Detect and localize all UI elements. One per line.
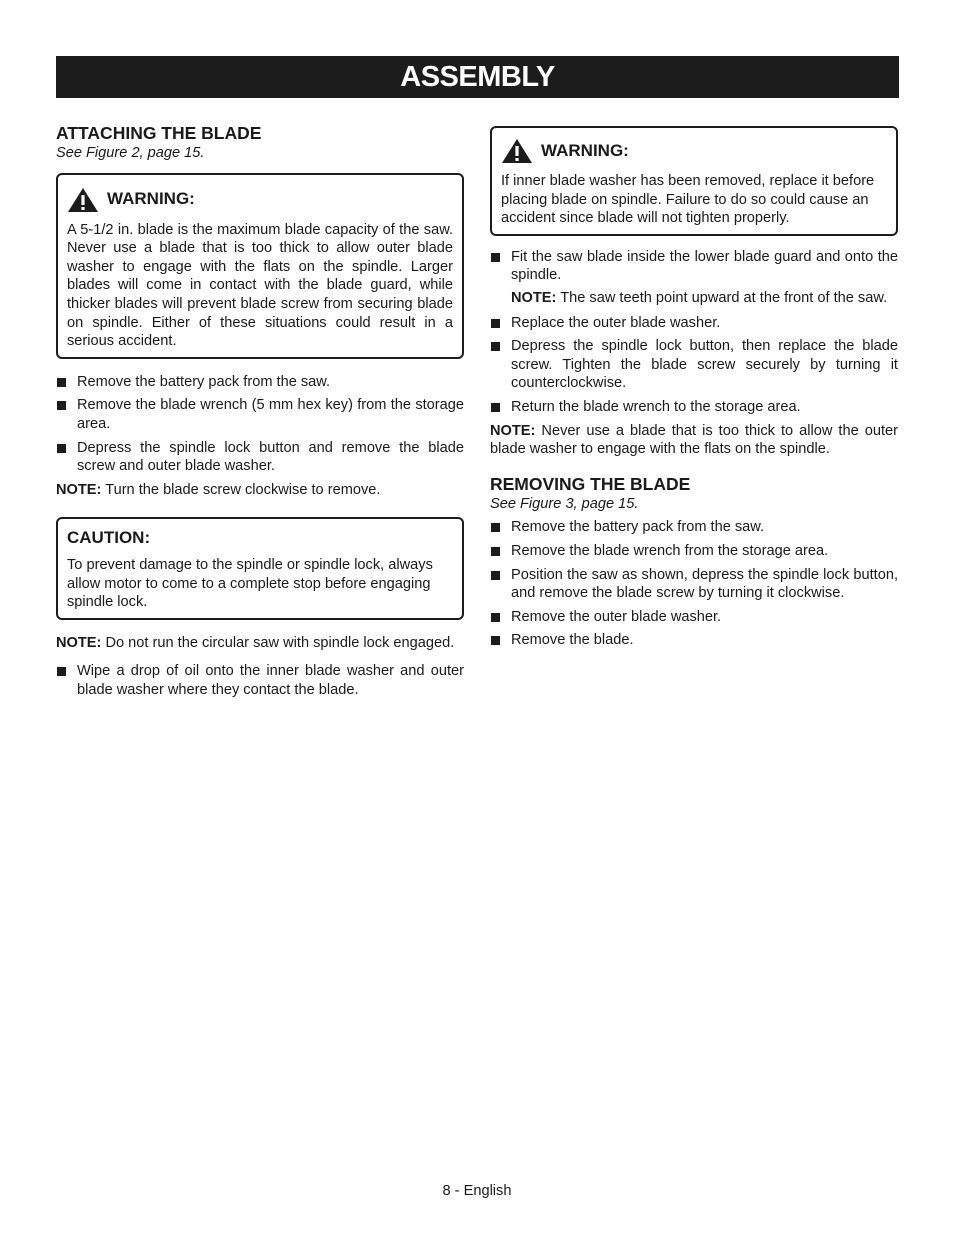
square-bullet-icon xyxy=(491,613,500,622)
note xyxy=(56,634,464,653)
list-item: Remove the battery pack from the saw. xyxy=(56,373,464,392)
note xyxy=(490,422,898,459)
note-text: The saw teeth point upward at the front of the saw. xyxy=(560,289,888,306)
list-item: Remove the outer blade washer. xyxy=(490,608,898,627)
square-bullet-icon xyxy=(491,523,500,532)
figure-reference: See Figure 2, page 15. xyxy=(56,145,205,161)
list-item: Replace the outer blade washer. xyxy=(490,314,898,333)
page-footer xyxy=(0,1183,954,1199)
list-item: Remove the blade. xyxy=(490,631,898,650)
bullet-list xyxy=(56,373,464,476)
note-label: NOTE: xyxy=(511,289,557,306)
square-bullet-icon xyxy=(491,253,500,262)
note-text: Do not run the circular saw with spindle lock engaged. xyxy=(105,634,455,651)
warning-text: A 5-1/2 in. blade is the maximum blade capacity of the saw. Never use a blade that is too thick to allow outer blade washer to engage with the flats on the spindle. Larger blades will come in contact with the blade guard, while thicker blades will prevent blade screw from securing blade on spindle. Either of these situations could result in a serious accident. xyxy=(67,221,453,350)
square-bullet-icon xyxy=(491,319,500,328)
bullet-list xyxy=(490,314,898,417)
left-column xyxy=(56,122,464,704)
warning-title: WARNING: xyxy=(107,189,195,209)
list-item: Remove the blade wrench (5 mm hex key) from the storage area. xyxy=(56,396,464,433)
warning-box xyxy=(490,126,898,236)
square-bullet-icon xyxy=(57,401,66,410)
banner-title: ASSEMBLY xyxy=(400,61,555,93)
note-label: NOTE: xyxy=(490,422,536,439)
bullet-list xyxy=(490,518,898,650)
warning-triangle-icon xyxy=(501,138,533,164)
list-item: Position the saw as shown, depress the spindle lock button, and remove the blade screw by turning it clockwise. xyxy=(490,566,898,603)
note xyxy=(56,481,464,500)
bullet-list xyxy=(56,662,464,699)
square-bullet-icon xyxy=(491,403,500,412)
note-label: NOTE: xyxy=(56,481,102,498)
warning-text: If inner blade washer has been removed, replace it before placing blade on spindle. Failure to do so could cause an accident since blade will not tighten properly. xyxy=(501,173,875,227)
list-item: Fit the saw blade inside the lower blade guard and onto the spindle. xyxy=(490,248,898,285)
page-number: 8 - English xyxy=(442,1183,512,1199)
note xyxy=(511,289,898,308)
note-text: Turn the blade screw clockwise to remove. xyxy=(105,481,381,498)
attaching-blade-heading: ATTACHING THE BLADE xyxy=(56,123,262,143)
list-item: Wipe a drop of oil onto the inner blade washer and outer blade washer where they contact the blade. xyxy=(56,662,464,699)
square-bullet-icon xyxy=(491,571,500,580)
right-column xyxy=(490,126,898,655)
list-item: Return the blade wrench to the storage area. xyxy=(490,398,898,417)
caution-text: To prevent damage to the spindle or spindle lock, always allow motor to come to a complete stop before engaging spindle lock. xyxy=(67,556,433,611)
list-item: Depress the spindle lock button and remove the blade screw and outer blade washer. xyxy=(56,439,464,476)
warning-box xyxy=(56,173,464,359)
removing-blade-heading: REMOVING THE BLADE xyxy=(490,473,691,494)
note-text: Never use a blade that is too thick to allow the outer blade washer to engage with the flats on the spindle. xyxy=(490,422,898,458)
list-item: Depress the spindle lock button, then replace the blade screw. Tighten the blade screw securely by turning it counterclockwise. xyxy=(490,337,898,393)
section-banner xyxy=(56,56,899,98)
bullet-list xyxy=(490,248,898,285)
caution-box xyxy=(56,517,464,619)
square-bullet-icon xyxy=(491,342,500,351)
warning-triangle-icon xyxy=(67,187,99,213)
square-bullet-icon xyxy=(57,378,66,387)
warning-title: WARNING: xyxy=(541,140,629,160)
list-item: Remove the blade wrench from the storage area. xyxy=(490,542,898,561)
square-bullet-icon xyxy=(491,547,500,556)
figure-reference: See Figure 3, page 15. xyxy=(490,495,639,512)
square-bullet-icon xyxy=(491,636,500,645)
square-bullet-icon xyxy=(57,444,66,453)
note-label: NOTE: xyxy=(56,634,102,651)
square-bullet-icon xyxy=(57,667,66,676)
caution-title: CAUTION: xyxy=(67,528,151,548)
list-item: Remove the battery pack from the saw. xyxy=(490,518,898,537)
